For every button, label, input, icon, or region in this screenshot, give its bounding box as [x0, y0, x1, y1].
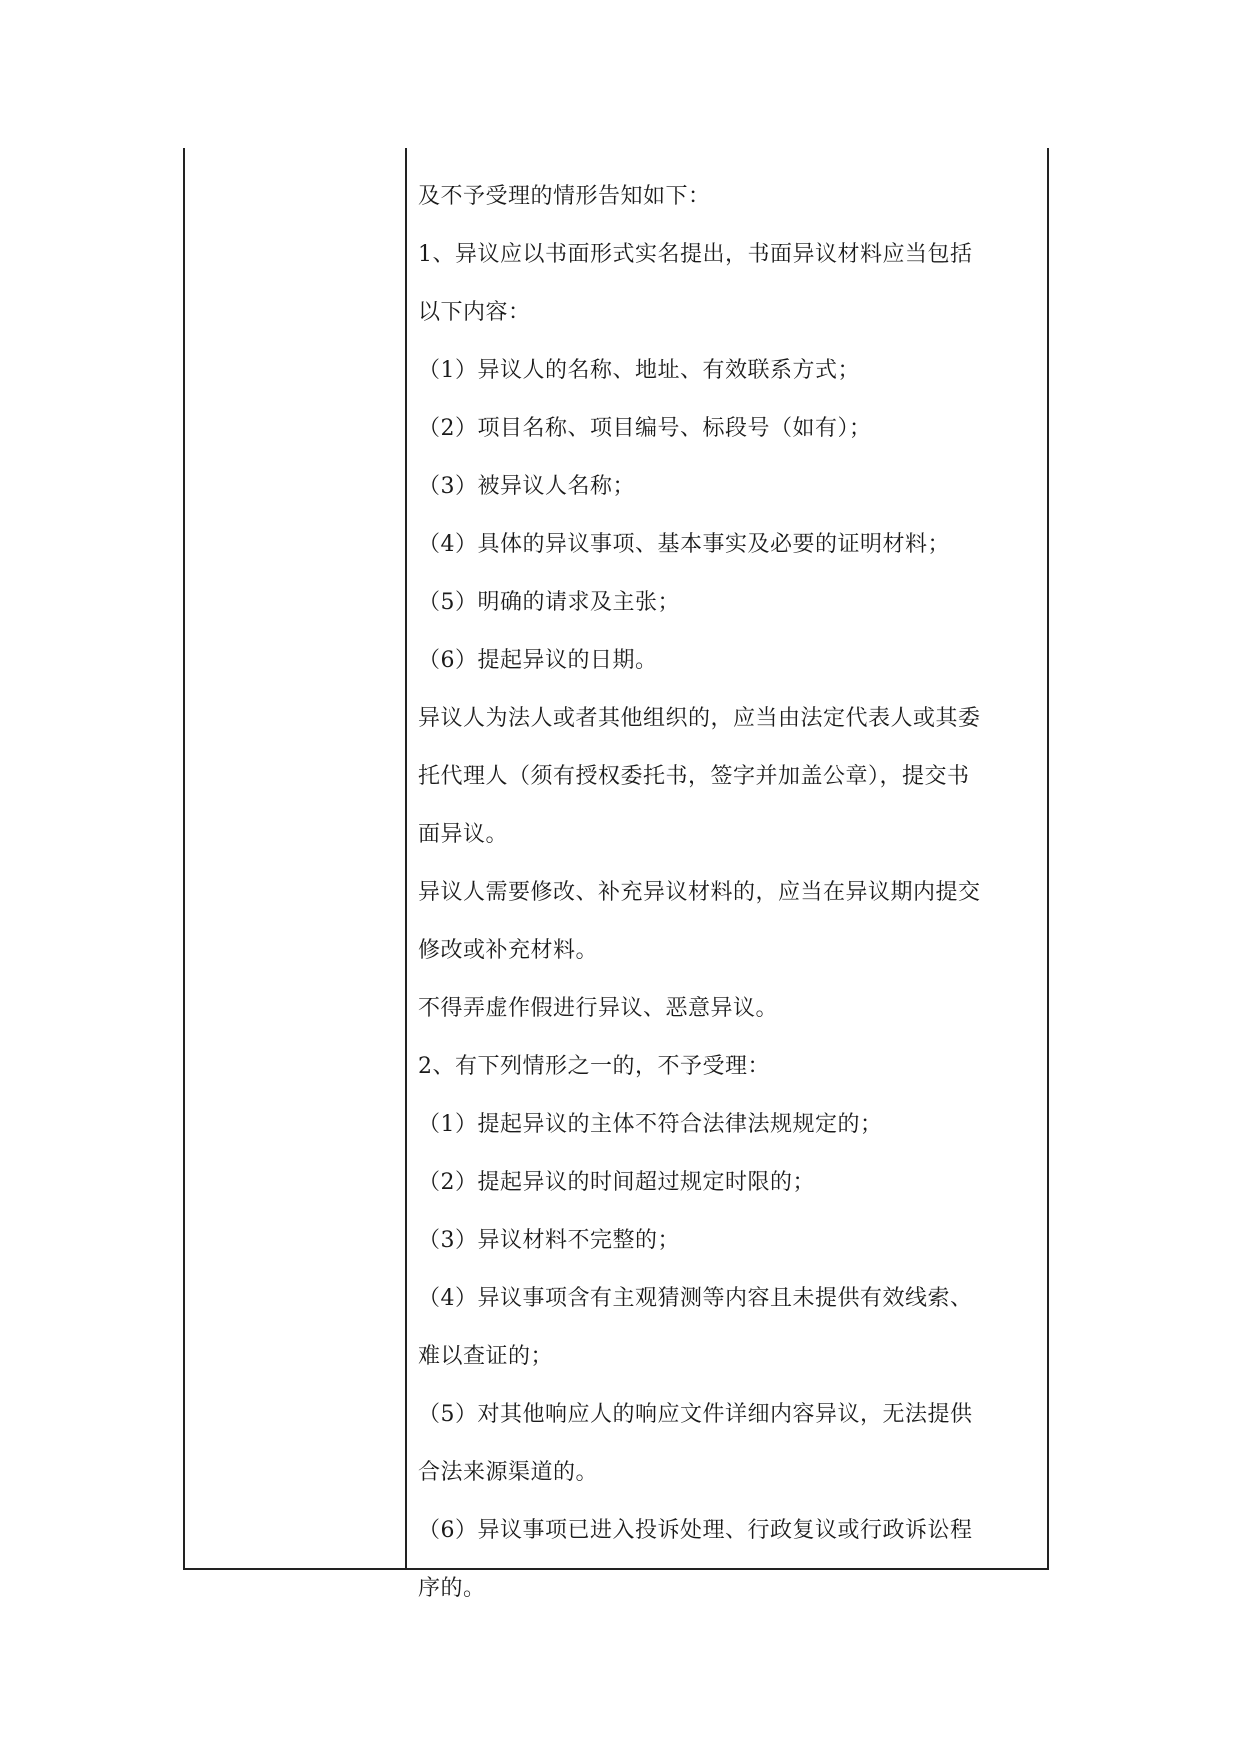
content-line: （6）提起异议的日期。 [418, 648, 658, 673]
content-line: 1、异议应以书面形式实名提出，书面异议材料应当包括 [418, 242, 973, 267]
content-line: 异议人需要修改、补充异议材料的，应当在异议期内提交 [418, 880, 981, 905]
content-line: （1）异议人的名称、地址、有效联系方式； [418, 358, 860, 383]
content-line: （5）对其他响应人的响应文件详细内容异议，无法提供 [418, 1402, 973, 1427]
content-cell [418, 168, 1043, 1618]
content-line: 修改或补充材料。 [418, 938, 599, 963]
content-line: 面异议。 [418, 822, 509, 847]
column-divider [405, 148, 407, 1570]
left-label-cell [185, 148, 405, 1568]
content-line: （6）异议事项已进入投诉处理、行政复议或行政诉讼程 [418, 1518, 973, 1543]
content-line: 异议人为法人或者其他组织的，应当由法定代表人或其委 [418, 706, 981, 731]
content-line: 合法来源渠道的。 [418, 1460, 599, 1485]
content-line: 以下内容： [418, 300, 531, 325]
content-line: 2、有下列情形之一的，不予受理： [418, 1054, 770, 1079]
content-line: （4）具体的异议事项、基本事实及必要的证明材料； [418, 532, 950, 557]
content-line: 及不予受理的情形告知如下： [418, 184, 711, 209]
content-line: 序的。 [418, 1576, 486, 1601]
content-line: （3）异议材料不完整的； [418, 1228, 680, 1253]
content-line: （3）被异议人名称； [418, 474, 635, 499]
content-line: （1）提起异议的主体不符合法律法规规定的； [418, 1112, 883, 1137]
content-line: 难以查证的； [418, 1344, 554, 1369]
content-line: （4）异议事项含有主观猜测等内容且未提供有效线索、 [418, 1286, 973, 1311]
content-line: 不得弄虚作假进行异议、恶意异议。 [418, 996, 779, 1021]
content-line: 托代理人（须有授权委托书，签字并加盖公章），提交书 [418, 764, 970, 789]
content-line: （5）明确的请求及主张； [418, 590, 680, 615]
content-line: （2）提起异议的时间超过规定时限的； [418, 1170, 815, 1195]
content-line: （2）项目名称、项目编号、标段号（如有）； [418, 416, 872, 441]
